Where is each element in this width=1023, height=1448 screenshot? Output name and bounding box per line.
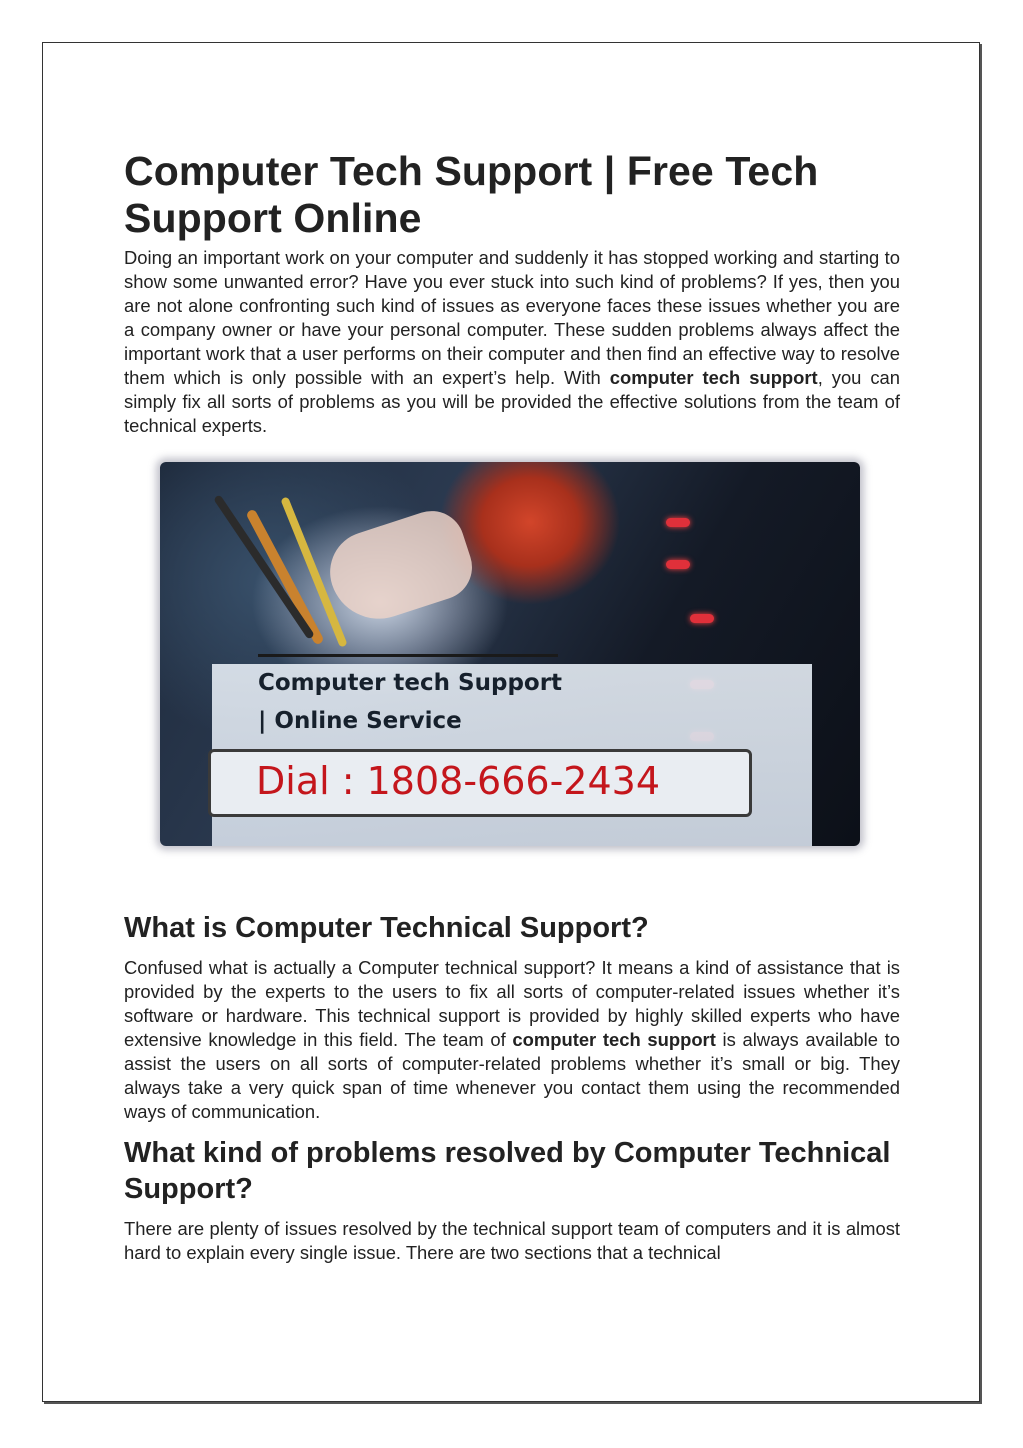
section-paragraph-what-is xyxy=(124,956,900,1124)
cable-dark xyxy=(213,494,315,639)
led-3 xyxy=(690,614,714,623)
intro-bold-keyword: computer tech support xyxy=(609,367,818,388)
section1-bold-keyword: computer tech support xyxy=(512,1029,716,1050)
hero-dial-number: Dial : 1808-666-2434 xyxy=(256,759,660,803)
hero-title-line1: Computer tech Support xyxy=(258,670,563,696)
section-paragraph-what-kind: There are plenty of issues resolved by the technical support team of computers and it is almost hard to explain every single issue. There are two sections that a technical xyxy=(124,1218,900,1263)
page-title: Computer Tech Support | Free Tech Support Online xyxy=(124,148,819,241)
section1-text-2: is always available to assist the users on all sorts of computer-related problems whether it’s small or big. They always take a very quick span of time whenever you contact them using the recommended ways of communication. xyxy=(124,1029,900,1122)
led-2 xyxy=(666,560,690,569)
hero-title xyxy=(258,664,618,740)
hand-shape xyxy=(320,503,481,632)
intro-paragraph xyxy=(124,246,900,438)
hero-image xyxy=(160,462,860,846)
hero-title-line2: | Online Service xyxy=(258,708,462,734)
section-heading-what-kind: What kind of problems resolved by Computer Technical Support? xyxy=(124,1137,891,1205)
section1-text-1: Confused what is actually a Computer technical support? It means a kind of assistance that is provided by the experts to the users to fix all sorts of computer-related issues whether it’s software or hardware. This technical support is provided by highly skilled experts who have extensive knowledge in this field. The team of xyxy=(124,957,900,1050)
hero-title-rule xyxy=(258,654,558,657)
section-heading-what-is: What is Computer Technical Support? xyxy=(124,912,649,944)
document-content xyxy=(124,148,900,1265)
led-1 xyxy=(666,518,690,527)
intro-text-1: Doing an important work on your computer and suddenly it has stopped working and starting to show some unwanted error? Have you ever stuck into such kind of problems? If yes, then you are not alone confronting such kind of issues as everyone faces these issues whether you are a company owner or have your personal computer. These sudden problems always affect the important work that a user performs on their computer and then find an effective way to resolve them which is only possible with an expert’s help. With xyxy=(124,247,900,388)
intro-text-2: , you can simply fix all sorts of problems as you will be provided the effective solutions from the team of technical experts. xyxy=(124,367,900,436)
